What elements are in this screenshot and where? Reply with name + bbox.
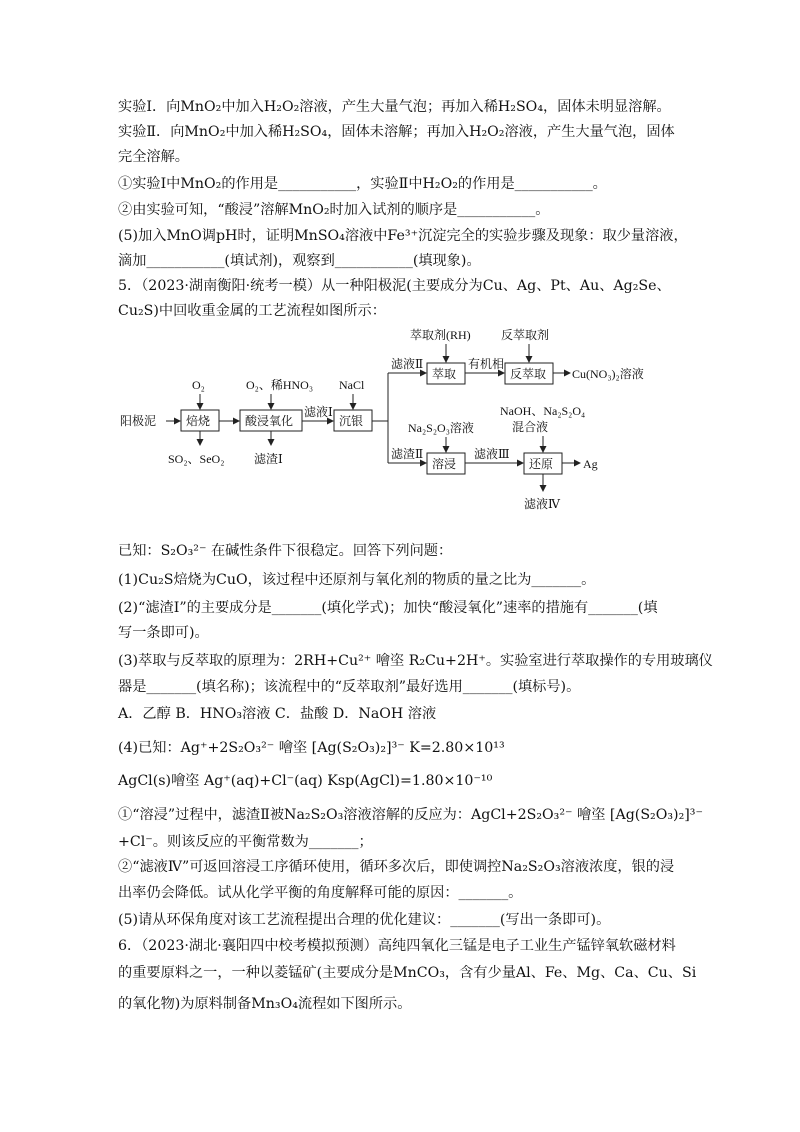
stream-filtrate-3: 滤液Ⅲ <box>474 447 510 461</box>
text-line: ①“溶浸”过程中，滤渣Ⅱ被Na₂S₂O₃溶液溶解的反应为：AgCl+2S₂O₃²⁻ 噲垐 [Ag(S₂O₃)₂]³⁻ <box>118 807 703 823</box>
text-line: Cu₂S)中回收重金属的工艺流程如图所示： <box>118 303 386 319</box>
text-line: ①实验Ⅰ中MnO₂的作用是___________，实验Ⅱ中H₂O₂的作用是___________。 <box>118 176 607 192</box>
reagent-o2: O₂ <box>192 378 205 392</box>
product-copper-nitrate: Cu(NO₃)₂溶液 <box>572 367 644 381</box>
reagent-nacl: NaCl <box>339 378 365 392</box>
reagent-extractant: 萃取剂(RH) <box>410 328 471 342</box>
box-roast-label: 焙烧 <box>186 414 211 428</box>
stream-filtrate-2: 滤液Ⅱ <box>391 357 424 371</box>
question-5-stem: 5．（2023·湖南衡阳·统考一模）从一种阳极泥(主要成分为Cu、Ag、Pt、Au、Ag₂Se、 <box>118 278 671 294</box>
text-line: +Cl⁻。则该反应的平衡常数为_______； <box>118 834 373 850</box>
text-line: ②由实验可知，“酸浸”溶解MnO₂时加入试剂的顺序是___________。 <box>118 202 550 218</box>
product-silver: Ag <box>583 457 598 471</box>
text-line: (2)“滤渣Ⅰ”的主要成分是_______(填化学式)；加快“酸浸氧化”速率的措施有_______(填 <box>118 600 658 616</box>
byproduct-filtrate-4: 滤液Ⅳ <box>524 497 560 511</box>
text-line: 完全溶解。 <box>118 149 189 165</box>
text-line: AgCl(s)噲垐 Ag⁺(aq)+Cl⁻(aq) Ksp(AgCl)=1.80×10⁻¹⁰ <box>118 773 493 789</box>
box-dissolution-label: 溶浸 <box>432 457 457 471</box>
text-line: 实验Ⅰ．向MnO₂中加入H₂O₂溶液，产生大量气泡；再加入稀H₂SO₄，固体未明显溶解。 <box>118 99 671 115</box>
box-reduction-label: 还原 <box>529 457 554 471</box>
text-line: 的重要原料之一，一种以菱锰矿(主要成分是MnCO₃，含有少量Al、Fe、Mg、Ca、Cu、Si <box>118 965 697 981</box>
text-line: 实验Ⅱ．向MnO₂中加入稀H₂SO₄，固体未溶解；再加入H₂O₂溶液，产生大量气泡，固体 <box>118 124 675 140</box>
question-6-stem: 6．（2023·湖北·襄阳四中校考模拟预测）高纯四氧化三锰是电子工业生产锰锌氧软磁材料 <box>118 938 676 954</box>
text-line: (3)萃取与反萃取的原理为：2RH+Cu²⁺ 噲垐 R₂Cu+2H⁺。实验室进行萃取操作的专用玻璃仪 <box>118 653 713 669</box>
text-line: 出率仍会降低。试从化学平衡的角度解释可能的原因：_______。 <box>118 885 523 901</box>
text-line: (4)已知：Ag⁺+2S₂O₃²⁻ 噲垐 [Ag(S₂O₃)₂]³⁻ K=2.80×10¹³ <box>118 740 505 756</box>
start-label: 阳极泥 <box>120 414 157 428</box>
reagent-reducing-mixture: NaOH、Na₂S₂O₄ <box>500 404 586 418</box>
text-line: (5)加入MnO调pH时，证明MnSO₄溶液中Fe³⁺沉淀完全的实验步骤及现象：取少量溶液， <box>118 228 688 244</box>
byproduct-residue-1: 滤渣Ⅰ <box>254 452 283 466</box>
box-extraction-label: 萃取 <box>432 367 457 381</box>
reagent-sodium-thiosulfate: Na₂S₂O₃溶液 <box>408 421 474 435</box>
text-line: 滴加___________(填试剂)，观察到___________(填现象)。 <box>118 253 481 269</box>
text-line: ②“滤液Ⅳ”可返回溶浸工序循环使用，循环多次后，即使调控Na₂S₂O₃溶液浓度，银的浸 <box>118 859 675 875</box>
text-line: (1)Cu₂S焙烧为CuO，该过程中还原剂与氧化剂的物质的量之比为_______。 <box>118 572 596 588</box>
reagent-back-extractant: 反萃取剂 <box>501 328 550 342</box>
text-line: 的氧化物)为原料制备Mn₃O₄流程如下图所示。 <box>118 996 412 1012</box>
box-precipitate-silver-label: 沉银 <box>339 414 364 428</box>
process-flowchart <box>118 325 678 515</box>
box-back-extraction-label: 反萃取 <box>510 367 547 381</box>
box-acid-leach-label: 酸浸氧化 <box>245 414 294 428</box>
byproduct-gases: SO₂、SeO₂ <box>168 452 225 466</box>
text-line: 写一条即可)。 <box>118 625 209 641</box>
reagent-o2-hno3: O₂、稀HNO₃ <box>246 378 314 392</box>
stream-filtrate-1: 滤液Ⅰ <box>304 405 333 419</box>
text-line: (5)请从环保角度对该工艺流程提出合理的优化建议：_______(写出一条即可)。 <box>118 912 611 928</box>
reagent-mixture-suffix: 混合液 <box>512 420 549 434</box>
text-line: 已知：S₂O₃²⁻ 在碱性条件下很稳定。回答下列问题： <box>118 543 453 559</box>
stream-organic-phase: 有机相 <box>468 357 505 371</box>
text-line: 器是_______(填名称)；该流程中的“反萃取剂”最好选用_______(填标号)。 <box>118 679 581 695</box>
answer-options: A．乙醇 B．HNO₃溶液 C．盐酸 D．NaOH 溶液 <box>118 706 437 722</box>
stream-residue-2: 滤渣Ⅱ <box>391 447 424 461</box>
